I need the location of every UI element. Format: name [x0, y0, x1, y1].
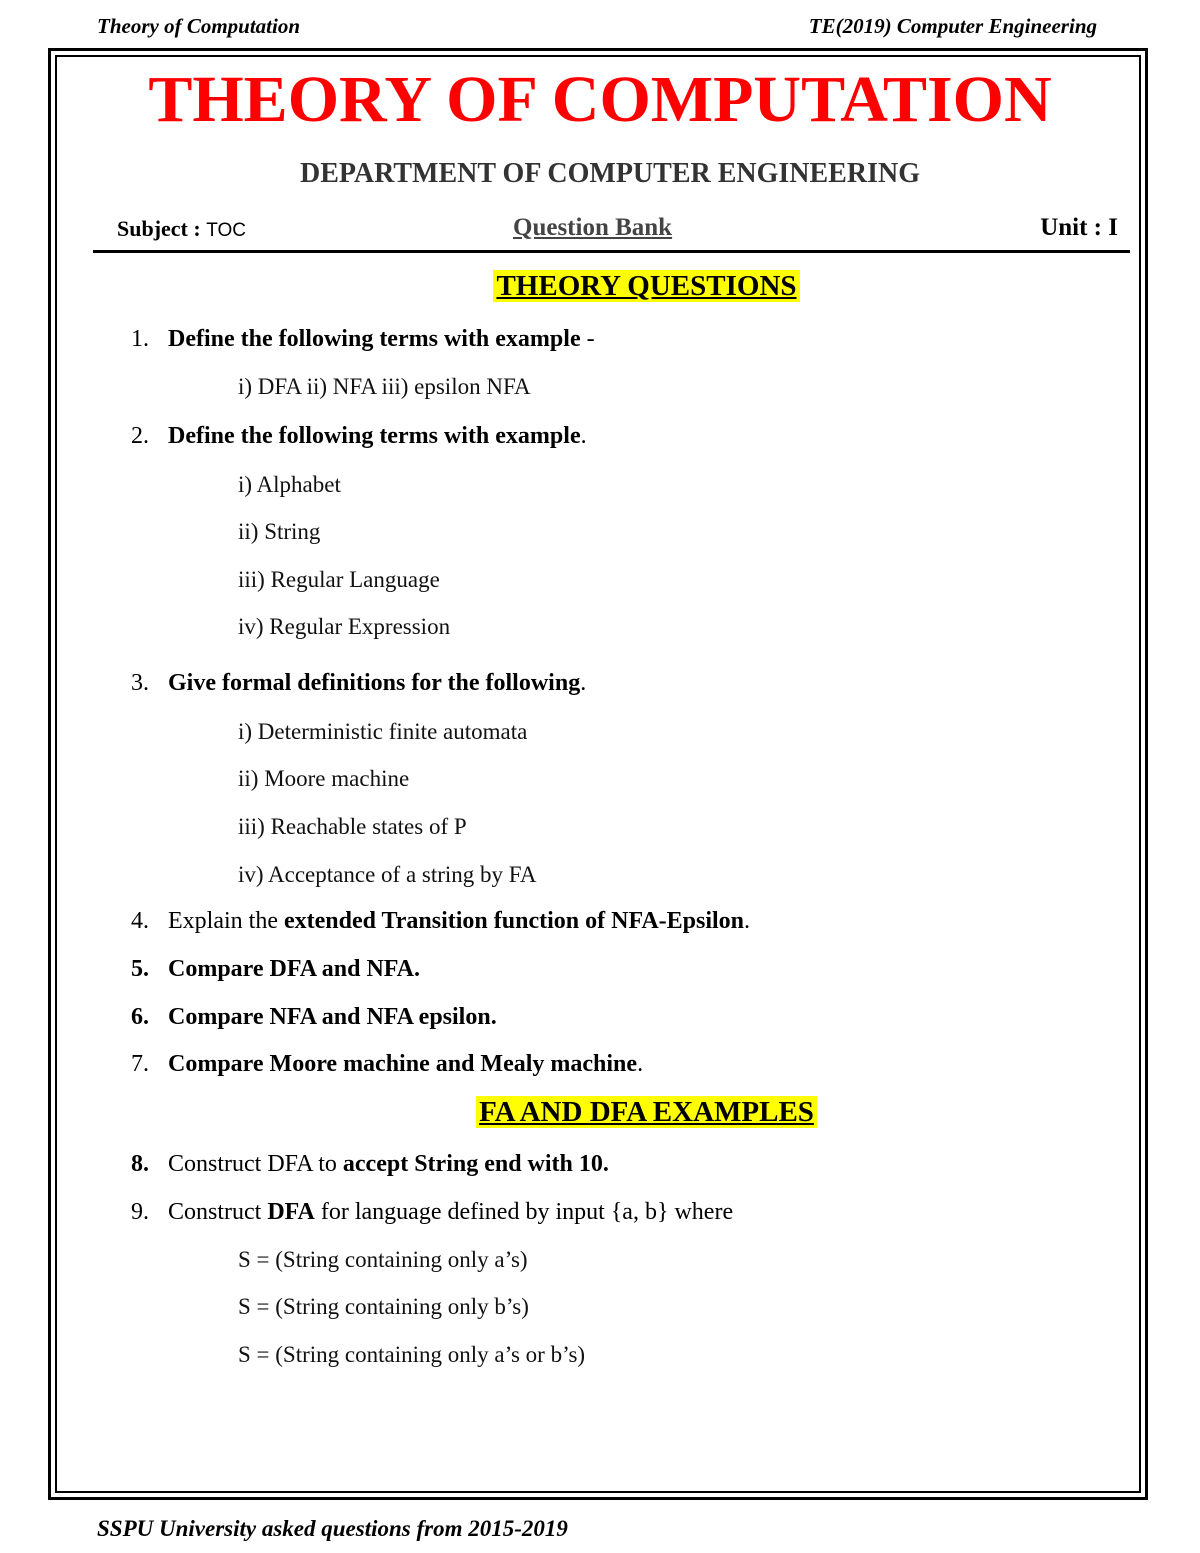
- running-header-right: TE(2019) Computer Engineering: [808, 14, 1097, 38]
- question-9-sub-1: S = (String containing only a’s): [238, 1247, 528, 1272]
- question-text: extended Transition function of NFA-Epsilon: [283, 908, 745, 934]
- question-2-sub-3: iii) Regular Language: [238, 567, 440, 592]
- question-5: [131, 956, 420, 983]
- question-text: Compare NFA and NFA epsilon.: [168, 1004, 497, 1030]
- question-prefix: Explain the: [168, 908, 284, 934]
- question-number: 1.: [131, 326, 149, 352]
- question-3-sub-2: ii) Moore machine: [238, 766, 410, 791]
- question-text: Define the following terms with example: [168, 423, 581, 449]
- section-heading-theory: [0, 270, 1200, 303]
- question-4: [131, 908, 750, 935]
- question-text: DFA: [267, 1199, 315, 1225]
- question-text: Compare DFA and NFA.: [168, 956, 420, 982]
- question-9-sub-3: S = (String containing only a’s or b’s): [238, 1342, 586, 1367]
- subject-label: Subject :: [117, 216, 201, 241]
- question-tail: .: [580, 423, 587, 449]
- question-text: Compare Moore machine and Mealy machine: [168, 1051, 638, 1077]
- question-number: 3.: [131, 670, 149, 696]
- section-heading-theory-text: THEORY QUESTIONS: [493, 270, 799, 302]
- question-3-sub-1: i) Deterministic finite automata: [238, 719, 528, 744]
- question-3-sub-3: iii) Reachable states of P: [238, 814, 467, 839]
- question-1: [131, 326, 595, 353]
- question-text: accept String end with 10.: [342, 1151, 609, 1177]
- running-header-left: Theory of Computation: [97, 14, 301, 38]
- section-heading-examples: [0, 1096, 1200, 1129]
- question-tail: .: [580, 670, 587, 696]
- question-tail: .: [637, 1051, 644, 1077]
- question-2-sub-1: i) Alphabet: [238, 472, 341, 497]
- question-tail: -: [580, 326, 595, 352]
- question-2: [131, 423, 587, 450]
- question-tail: for language defined by input {a, b} where: [314, 1199, 734, 1225]
- question-6: [131, 1004, 497, 1031]
- page-title: THEORY OF COMPUTATION: [148, 63, 1052, 136]
- subject-value: TOC: [206, 220, 246, 241]
- question-text: Give formal definitions for the following: [168, 670, 581, 696]
- question-number: 2.: [131, 423, 149, 449]
- question-tail: .: [744, 908, 751, 934]
- question-prefix: Construct: [168, 1199, 268, 1225]
- question-3-sub-4: iv) Acceptance of a string by FA: [238, 862, 537, 887]
- subject-info-bar: [117, 214, 1118, 248]
- question-number: 5.: [131, 956, 149, 982]
- question-1-sub-1: i) DFA ii) NFA iii) epsilon NFA: [238, 374, 531, 399]
- question-2-sub-4: iv) Regular Expression: [238, 614, 451, 639]
- question-7: [131, 1051, 643, 1078]
- question-prefix: Construct DFA to: [168, 1151, 343, 1177]
- question-9: [131, 1199, 733, 1226]
- question-2-sub-2: ii) String: [238, 519, 321, 544]
- question-number: 7.: [131, 1051, 149, 1077]
- question-number: 9.: [131, 1199, 149, 1225]
- running-header: [97, 14, 1097, 44]
- question-number: 8.: [131, 1151, 149, 1177]
- header-divider: [93, 250, 1130, 253]
- section-heading-examples-text: FA AND DFA EXAMPLES: [476, 1096, 817, 1128]
- question-number: 4.: [131, 908, 149, 934]
- question-3: [131, 670, 586, 697]
- department-heading: DEPARTMENT OF COMPUTER ENGINEERING: [300, 158, 920, 189]
- unit-label: Unit : I: [1040, 214, 1118, 241]
- page-footer: SSPU University asked questions from 2015-2019: [97, 1516, 568, 1541]
- question-number: 6.: [131, 1004, 149, 1030]
- question-9-sub-2: S = (String containing only b’s): [238, 1294, 529, 1319]
- question-text: Define the following terms with example: [168, 326, 581, 352]
- subject-field: [117, 216, 246, 242]
- question-8: [131, 1151, 609, 1178]
- doc-type: Question Bank: [513, 214, 673, 241]
